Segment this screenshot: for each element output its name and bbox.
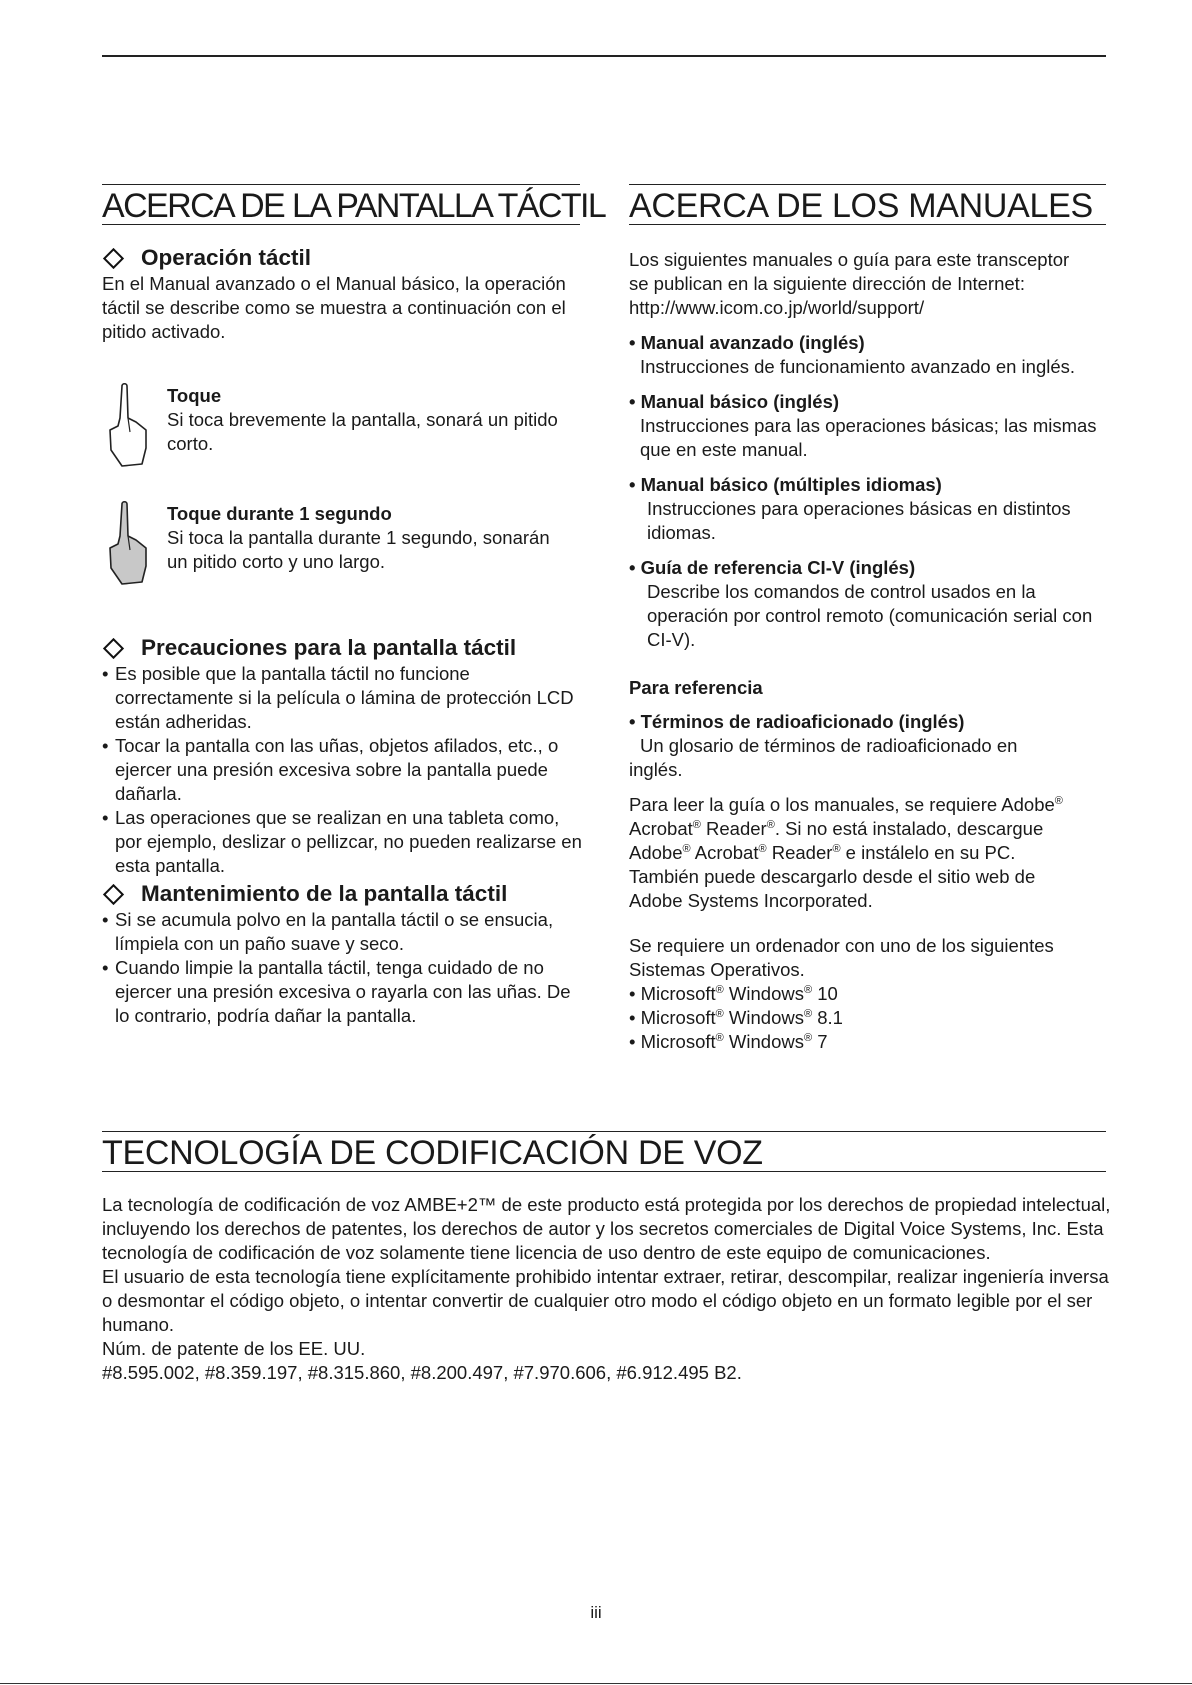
reference-item: • Términos de radioaficionado (inglés) Un glosario de términos de radioaficionado en inglés. (629, 711, 1018, 780)
patent-numbers: #8.595.002, #8.359.197, #8.315.860, #8.200.497, #7.970.606, #6.912.495 B2. (102, 1362, 742, 1383)
page-number: iii (590, 1603, 602, 1622)
touch-item-hold (102, 500, 582, 634)
list-item: • Es posible que la pantalla táctil no funcione correctamente si la película o lámina de protección LCD están adheridas. (102, 663, 574, 732)
os-item: • Microsoft® Windows® 7 (629, 1031, 828, 1052)
diamond-bullet-icon (103, 883, 124, 904)
subheading-touch-operation: Operación táctil (102, 244, 582, 272)
footer-rule (0, 1683, 1192, 1684)
list-item: • Las operaciones que se realizan en una tableta como, por ejemplo, deslizar o pellizcar, no pueden realizarse en esta pantalla. (102, 807, 582, 876)
touch-screen-column (102, 244, 582, 1028)
os-requirements: Se requiere un ordenador con uno de los siguientes Sistemas Operativos. (629, 935, 1054, 980)
reference-heading: Para referencia (629, 677, 763, 698)
voice-coding-paragraph: La tecnología de codificación de voz AMBE+2™ de este producto está protegida por los derechos de propiedad intelectual, incluyendo los derechos de patentes, los derechos de autor y los secretos comerciales de Digital Voice Systems, Inc. Esta tecnología de codificación de voz solamente tiene licencia de uso dentro de este equipo de comunicaciones. (102, 1194, 1111, 1263)
patent-label: Núm. de patente de los EE. UU. (102, 1338, 366, 1359)
header-rule (102, 55, 1106, 57)
manual-item: • Manual básico (múltiples idiomas) Instrucciones para operaciones básicas en distintos idiomas. (629, 474, 1071, 543)
os-item: • Microsoft® Windows® 10 (629, 983, 838, 1004)
touch-title: Toque (167, 385, 222, 406)
hand-pointer-pressed-icon (108, 500, 150, 586)
list-item: • Tocar la pantalla con las uñas, objetos afilados, etc., o ejercer una presión excesiva sobre la pantalla puede dañarla. (102, 735, 559, 804)
manuals-intro: Los siguientes manuales o guía para este transceptor se publican en la siguiente dirección de Internet: http://www.icom.co.jp/world/support/ (629, 249, 1070, 318)
touch-description: Si toca la pantalla durante 1 segundo, sonarán un pitido corto y uno largo. (167, 527, 550, 572)
list-item: • Si se acumula polvo en la pantalla táctil o se ensucia, límpiela con un paño suave y seco. (102, 909, 554, 954)
diamond-bullet-icon (103, 637, 124, 658)
section-title-voice-coding: TECNOLOGÍA DE CODIFICACIÓN DE VOZ (102, 1131, 1106, 1172)
voice-coding-body (102, 1193, 1112, 1385)
touch-title: Toque durante 1 segundo (167, 503, 392, 524)
hand-pointer-icon (108, 382, 150, 468)
subheading-maintenance: Mantenimiento de la pantalla táctil (102, 880, 582, 908)
touch-description: Si toca brevemente la pantalla, sonará un pitido corto. (167, 409, 558, 454)
touch-operation-intro: En el Manual avanzado o el Manual básico, la operación táctil se describe como se muestra a continuación con el pitido activado. (102, 273, 566, 342)
section-title-touch-screen: ACERCA DE LA PANTALLA TÁCTIL (102, 184, 580, 225)
voice-coding-paragraph: El usuario de esta tecnología tiene explícitamente prohibido intentar extraer, retirar, descompilar, realizar ingeniería inversa o desmontar el código objeto, o intentar convertir de cualquier otro modo el código objeto en un formato legible por el ser humano. (102, 1266, 1109, 1335)
manual-item: • Manual básico (inglés) Instrucciones para las operaciones básicas; las mismas que en este manual. (629, 391, 1097, 460)
manual-item: • Manual avanzado (inglés) Instrucciones de funcionamiento avanzado en inglés. (629, 332, 1076, 377)
manual-item: • Guía de referencia CI-V (inglés) Describe los comandos de control usados en la operación por control remoto (comunicación serial con CI-V). (629, 557, 1093, 650)
touch-item-tap (102, 382, 582, 500)
precautions-list (102, 662, 582, 878)
support-url: http://www.icom.co.jp/world/support/ (629, 297, 925, 318)
section-title-manuals: ACERCA DE LOS MANUALES (629, 184, 1106, 225)
os-item: • Microsoft® Windows® 8.1 (629, 1007, 843, 1028)
list-item: • Cuando limpie la pantalla táctil, tenga cuidado de no ejercer una presión excesiva o rayarla con las uñas. De lo contrario, podría dañar la pantalla. (102, 957, 571, 1026)
manuals-column (629, 248, 1109, 1054)
adobe-reader-note: Para leer la guía o los manuales, se requiere Adobe® Acrobat® Reader®. Si no está instalado, descargue Adobe® Acrobat® Reader® e instálelo en su PC. También puede descargarlo desde el sitio web de Adobe Systems Incorporated. (629, 794, 1063, 911)
subheading-precautions: Precauciones para la pantalla táctil (102, 634, 582, 662)
maintenance-list (102, 908, 582, 1028)
diamond-bullet-icon (103, 247, 124, 268)
